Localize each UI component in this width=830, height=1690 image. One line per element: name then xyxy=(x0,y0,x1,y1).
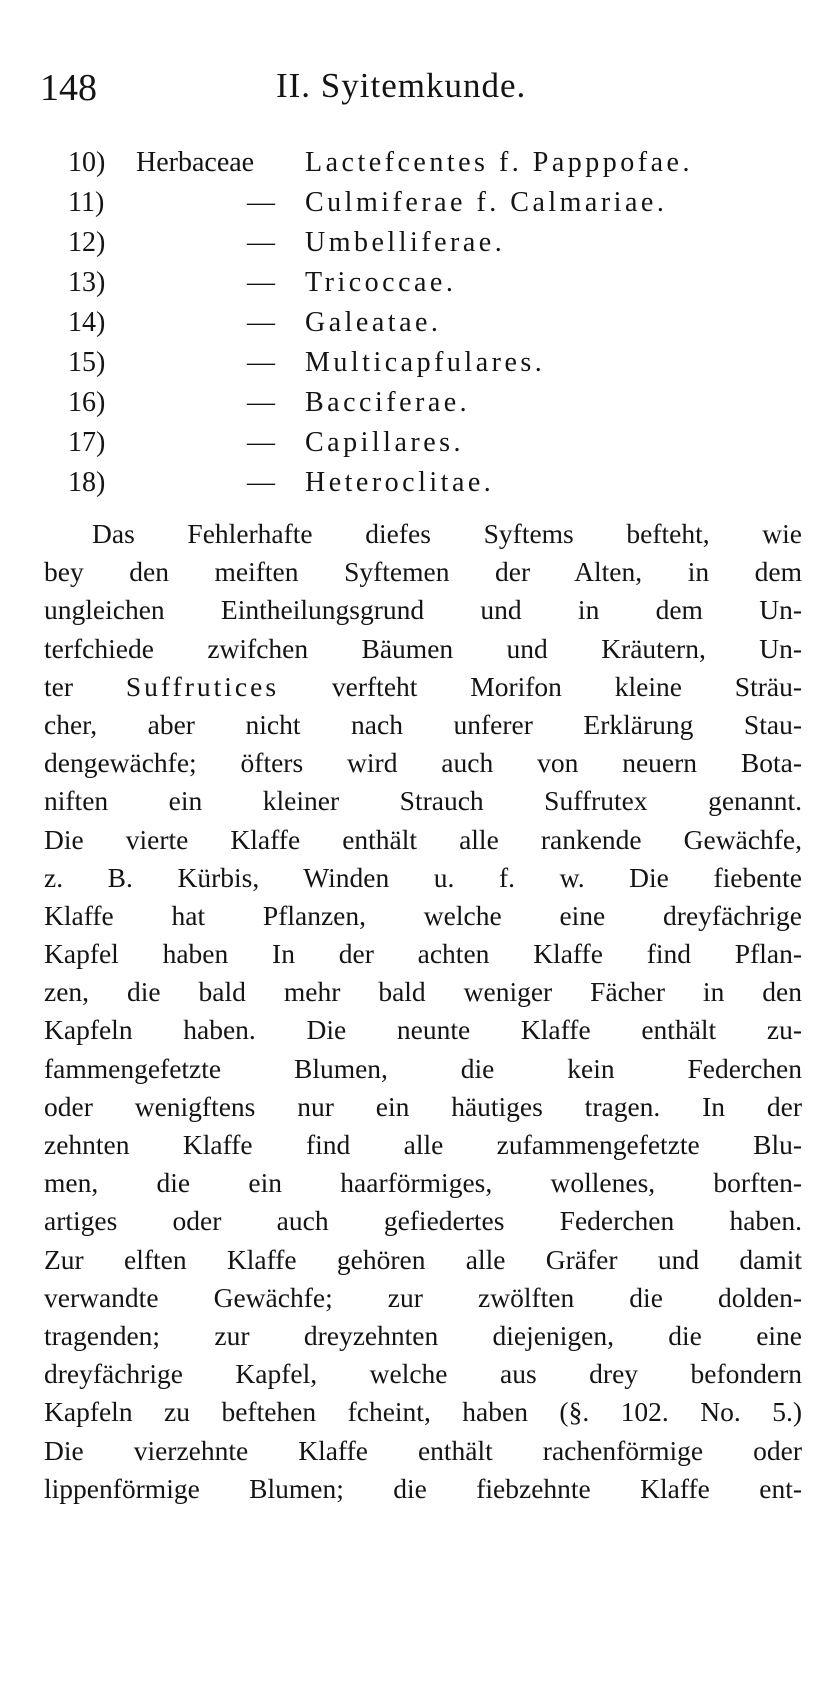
list-item xyxy=(60,385,815,425)
class-name: Bacciferae. xyxy=(305,387,471,418)
class-name: Galeatae. xyxy=(305,307,442,338)
ditto-dash: — xyxy=(247,427,275,458)
text-line: Klaffe hat Pflanzen, welche eine dreyfächrige xyxy=(44,899,802,931)
text-line: terfchiede zwifchen Bäumen und Kräutern, Un- xyxy=(44,632,802,664)
class-number: 12) xyxy=(68,227,106,258)
list-item xyxy=(60,265,815,305)
class-name: Lactefcentes f. Papppofae. xyxy=(305,147,693,178)
ditto-dash: — xyxy=(247,227,275,258)
text-line: Die vierzehnte Klaffe enthält rachenförmige oder xyxy=(44,1434,802,1466)
text-line: zehnten Klaffe find alle zufammengefetzte Blu- xyxy=(44,1129,802,1160)
text-line: dreyfächrige Kapfel, welche aus drey befondern xyxy=(44,1358,802,1390)
class-number: 10) xyxy=(68,147,106,178)
class-number: 14) xyxy=(68,307,106,338)
class-name: Tricoccae. xyxy=(305,267,457,298)
class-name: Heteroclitae. xyxy=(305,467,495,498)
class-list xyxy=(60,145,815,505)
class-number: 18) xyxy=(68,467,106,498)
text-line: men, die ein haarförmiges, wollenes, borften- xyxy=(44,1167,802,1199)
text-line: artiges oder auch gefiedertes Federchen haben. xyxy=(44,1205,802,1237)
body-paragraph xyxy=(44,515,802,1508)
text-line: dengewächfe; öfters wird auch von neuern Bota- xyxy=(44,747,802,779)
list-item xyxy=(60,225,815,265)
class-name: Multicapfulares. xyxy=(305,347,546,378)
text-line: Das Fehlerhafte diefes Syftems befteht, wie xyxy=(92,518,802,549)
text-line: verwandte Gewächfe; zur zwölften die dolden- xyxy=(44,1281,802,1313)
class-name: Umbelliferae. xyxy=(305,227,506,258)
page-number: 148 xyxy=(40,67,97,109)
class-number: 13) xyxy=(68,267,106,298)
running-head: II. Syitemkunde. xyxy=(276,66,527,105)
text-line: Kapfeln haben. Die neunte Klaffe enthält zu- xyxy=(44,1014,802,1046)
class-number: 11) xyxy=(68,187,105,218)
text-line: zen, die bald mehr bald weniger Fächer in den xyxy=(44,976,802,1008)
class-number: 17) xyxy=(68,427,106,458)
text-fragment: verfteht Morifon kleine Sträu- xyxy=(331,670,803,702)
list-item xyxy=(60,465,815,505)
text-fragment: ter xyxy=(44,670,74,702)
text-line: lippenförmige Blumen; die fiebzehnte Klaffe ent- xyxy=(44,1472,802,1504)
latin-term: Suffrutices xyxy=(125,670,280,702)
text-line: fammengefetzte Blumen, die kein Federchen xyxy=(44,1052,802,1084)
ditto-dash: — xyxy=(247,307,275,338)
list-item xyxy=(60,345,815,385)
ditto-dash: — xyxy=(247,347,275,378)
text-line: oder wenigftens nur ein häutiges tragen. In der xyxy=(44,1090,802,1122)
page-header xyxy=(40,58,800,118)
ditto-dash: — xyxy=(247,187,275,218)
list-item xyxy=(60,145,815,185)
class-name: Capillares. xyxy=(305,427,465,458)
ditto-dash: — xyxy=(247,267,275,298)
text-line: Kapfel haben In der achten Klaffe find Pflan- xyxy=(44,938,802,970)
text-line: z. B. Kürbis, Winden u. f. w. Die fiebente xyxy=(44,861,802,893)
text-line: Zur elften Klaffe gehören alle Gräfer und damit xyxy=(44,1243,802,1275)
text-line: Die vierte Klaffe enthält alle rankende Gewächfe, xyxy=(44,823,802,855)
text-line: Kapfeln zu beftehen fcheint, haben (§. 102. No. 5.) xyxy=(44,1396,802,1428)
class-number: 16) xyxy=(68,387,106,418)
list-item xyxy=(60,305,815,345)
ditto-dash: — xyxy=(247,467,275,498)
text-line xyxy=(44,668,802,706)
text-line: bey den meiften Syftemen der Alten, in dem xyxy=(44,556,802,588)
text-line: tragenden; zur dreyzehnten diejenigen, die eine xyxy=(44,1319,802,1351)
text-line: niften ein kleiner Strauch Suffrutex genannt. xyxy=(44,785,802,817)
text-line: ungleichen Eintheilungsgrund und in dem Un- xyxy=(44,594,802,626)
list-item xyxy=(60,185,815,225)
ditto-dash: — xyxy=(247,387,275,418)
list-item xyxy=(60,425,815,465)
class-number: 15) xyxy=(68,347,106,378)
class-genus: Herbaceae xyxy=(136,147,255,178)
class-name: Culmiferae f. Calmariae. xyxy=(305,187,668,218)
text-line: cher, aber nicht nach unferer Erklärung Stau- xyxy=(44,708,802,740)
